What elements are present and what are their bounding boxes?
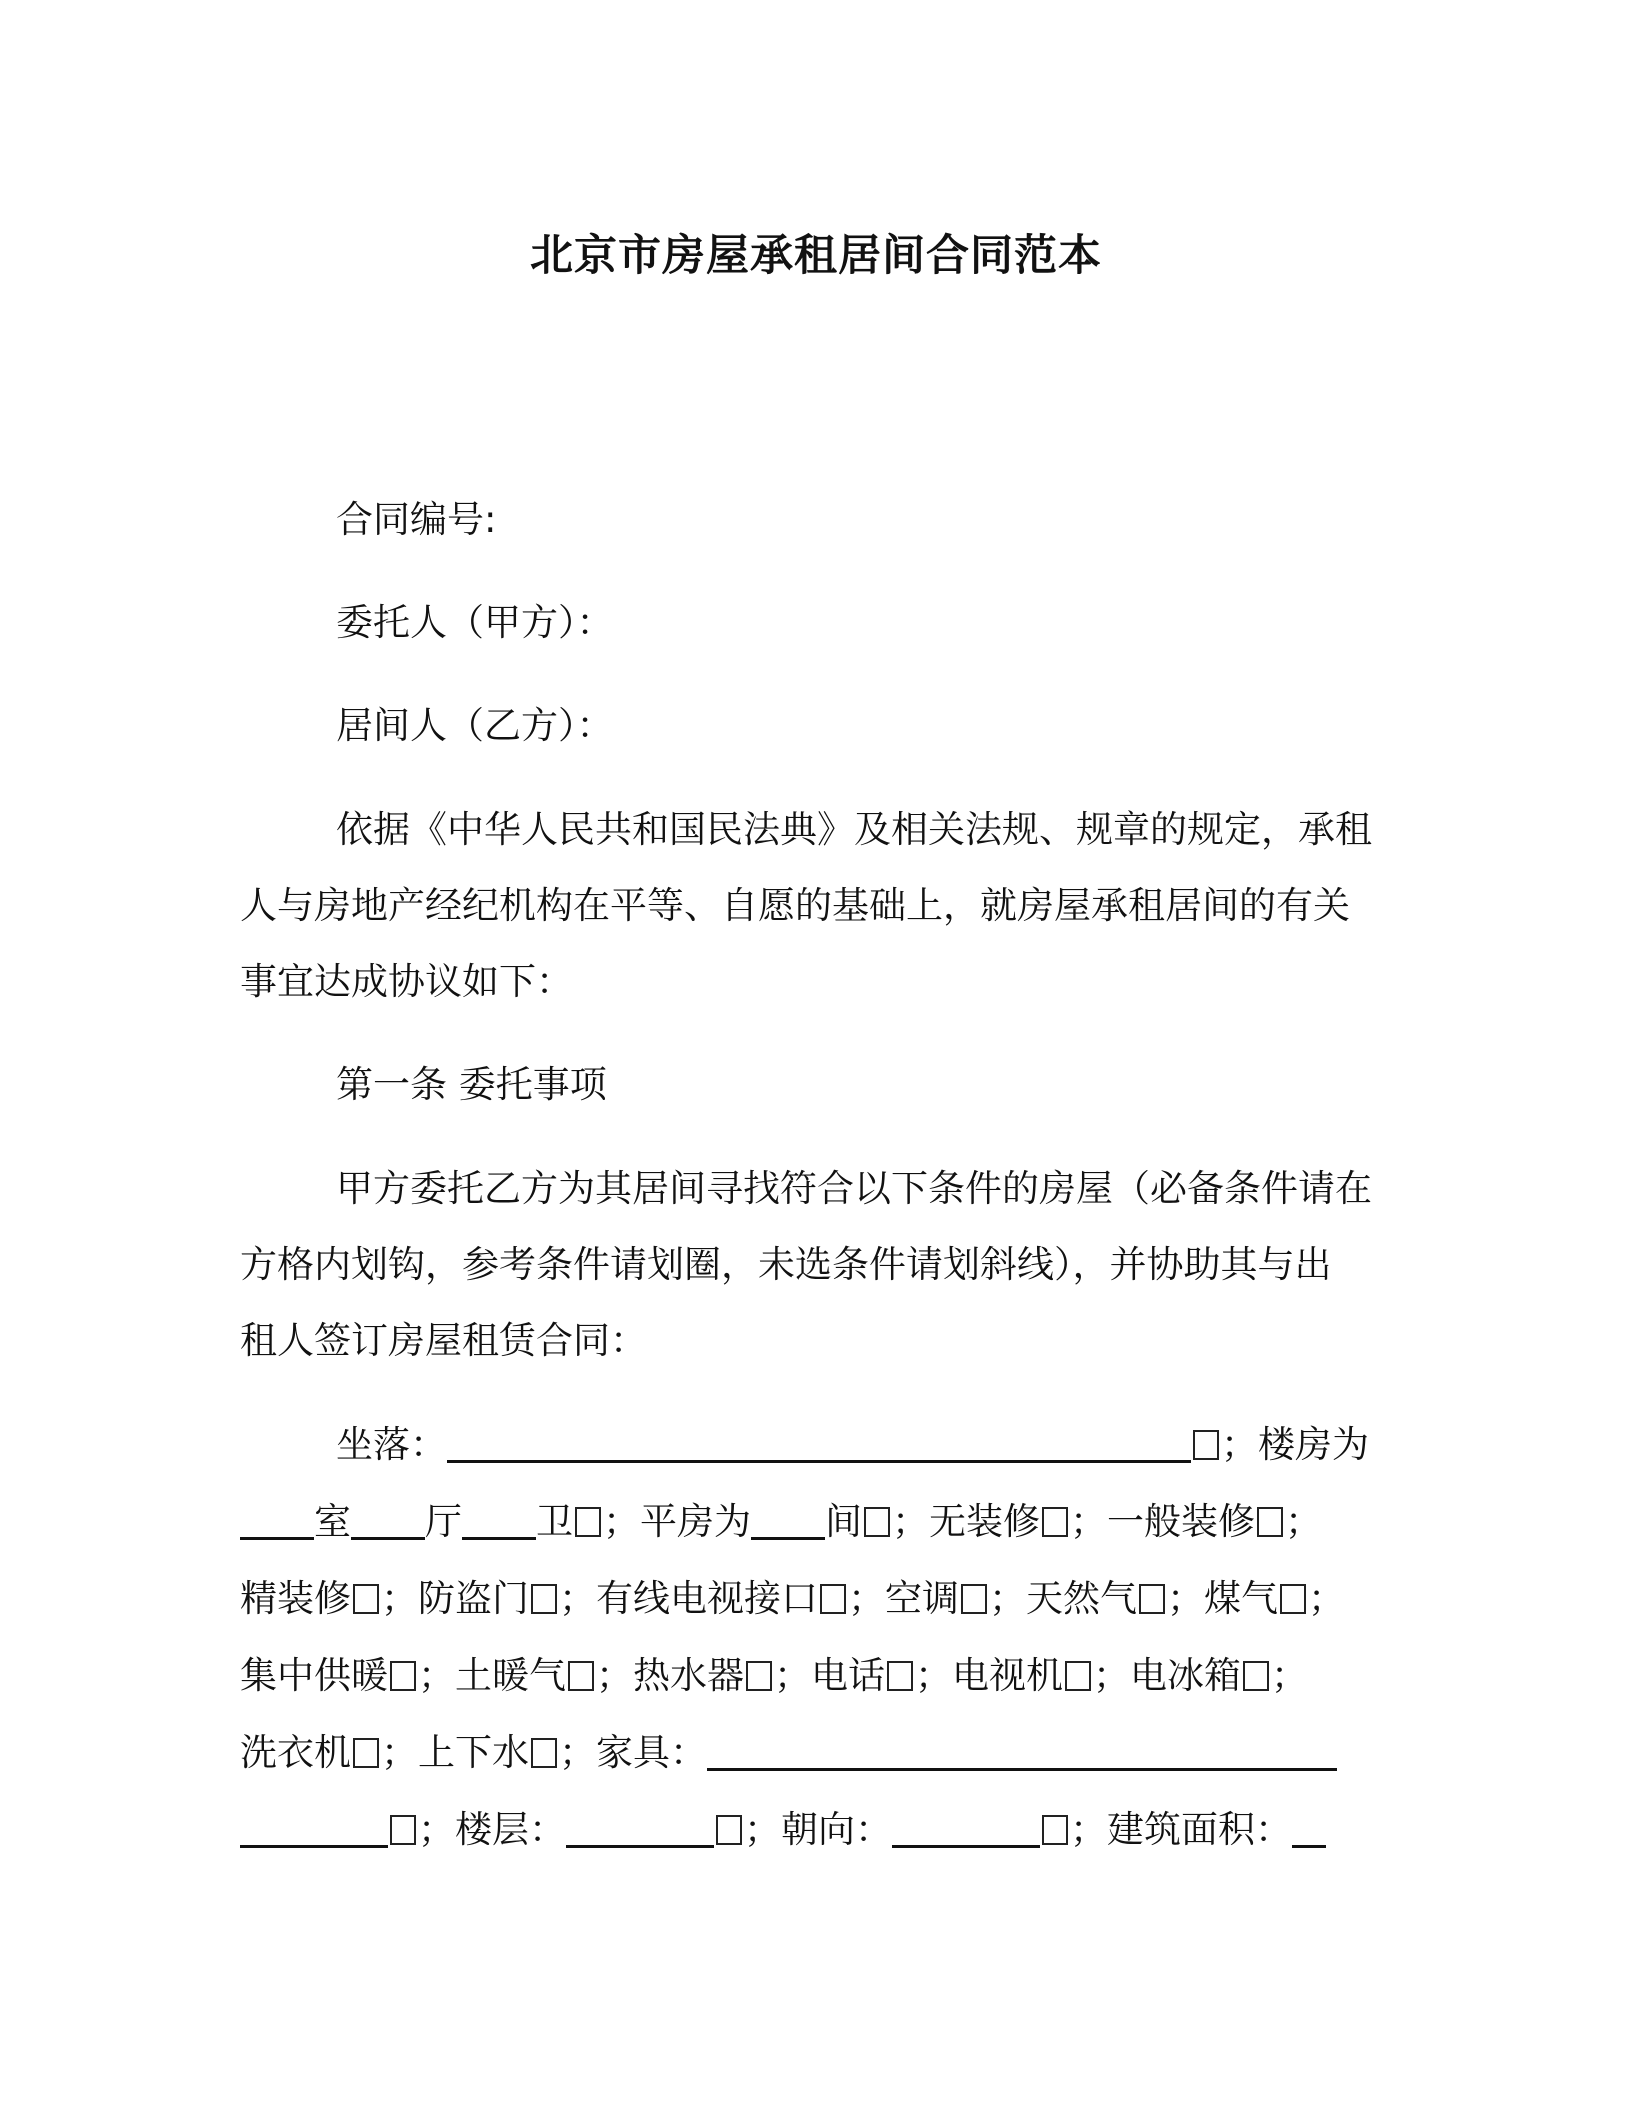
area-blank[interactable]: [1292, 1813, 1326, 1848]
washer-label: 洗衣机: [240, 1731, 351, 1774]
location-blank[interactable]: [447, 1428, 1191, 1463]
telephone-label: ；电话: [774, 1654, 885, 1697]
coal-gas-label: ；煤气: [1167, 1577, 1278, 1620]
preamble-line-3: 事宜达成协议如下：: [240, 960, 573, 1003]
article-1-line-2: 方格内划钩，参考条件请划圈，未选条件请划斜线），并协助其与出: [240, 1243, 1332, 1286]
aircon-label: ；空调: [848, 1577, 959, 1620]
party-b-label: 居间人（乙方）：: [336, 704, 614, 747]
local-heating-label: ；土暖气: [418, 1654, 566, 1697]
central-heating-checkbox[interactable]: [390, 1661, 416, 1691]
normal-decoration-checkbox[interactable]: [1257, 1507, 1283, 1537]
floor-blank[interactable]: [566, 1813, 714, 1848]
separator: ；: [1285, 1500, 1322, 1543]
party-a-label: 委托人（甲方）：: [336, 601, 614, 644]
furniture-blank[interactable]: [707, 1736, 1337, 1771]
preamble-line-1: 依据《中华人民共和国民法典》及相关法规、规章的规定，承租: [336, 808, 1372, 851]
document-title: 北京市房屋承租居间合同范本: [530, 231, 1102, 281]
floor-label: ；楼层：: [418, 1808, 566, 1851]
natural-gas-checkbox[interactable]: [1139, 1584, 1165, 1614]
form-line-4: [240, 1654, 1308, 1698]
security-door-checkbox[interactable]: [531, 1584, 557, 1614]
jian-label: 间: [825, 1500, 862, 1543]
coal-gas-checkbox[interactable]: [1280, 1584, 1306, 1614]
room-count-blank[interactable]: [240, 1505, 314, 1540]
form-line-6: [240, 1808, 1326, 1852]
plumbing-checkbox[interactable]: [531, 1738, 557, 1768]
furniture-blank-continued[interactable]: [240, 1813, 388, 1848]
local-heating-checkbox[interactable]: [568, 1661, 594, 1691]
orientation-checkbox[interactable]: [1042, 1815, 1068, 1845]
area-label: ；建筑面积：: [1070, 1808, 1292, 1851]
no-decoration-checkbox[interactable]: [1042, 1507, 1068, 1537]
aircon-checkbox[interactable]: [961, 1584, 987, 1614]
building-label: ；楼房为: [1221, 1423, 1369, 1466]
form-line-5: [240, 1731, 1337, 1775]
bungalow-count-blank[interactable]: [751, 1505, 825, 1540]
normal-decoration-label: ；一般装修: [1070, 1500, 1255, 1543]
hall-count-blank[interactable]: [351, 1505, 425, 1540]
separator: ；: [1271, 1654, 1308, 1697]
washer-checkbox[interactable]: [353, 1738, 379, 1768]
contract-number-label: 合同编号:: [336, 498, 497, 541]
plumbing-label: ；上下水: [381, 1731, 529, 1774]
bungalow-checkbox[interactable]: [864, 1507, 890, 1537]
tv-checkbox[interactable]: [1065, 1661, 1091, 1691]
fine-decoration-label: 精装修: [240, 1577, 351, 1620]
water-heater-label: ；热水器: [596, 1654, 744, 1697]
cable-tv-checkbox[interactable]: [820, 1584, 846, 1614]
separator: ；: [1308, 1577, 1345, 1620]
article-1-line-1: 甲方委托乙方为其居间寻找符合以下条件的房屋（必备条件请在: [336, 1167, 1372, 1210]
tv-label: ；电视机: [915, 1654, 1063, 1697]
central-heating-label: 集中供暖: [240, 1654, 388, 1697]
form-line-2: [240, 1500, 1322, 1544]
article-1-heading: 第一条 委托事项: [336, 1063, 607, 1106]
natural-gas-label: ；天然气: [989, 1577, 1137, 1620]
room-label: 室: [314, 1500, 351, 1543]
bath-label: 卫: [536, 1500, 573, 1543]
security-door-label: ；防盗门: [381, 1577, 529, 1620]
bath-count-blank[interactable]: [462, 1505, 536, 1540]
furniture-label: ；家具：: [559, 1731, 707, 1774]
preamble-line-2: 人与房地产经纪机构在平等、自愿的基础上，就房屋承租居间的有关: [240, 884, 1350, 927]
bungalow-label: ；平房为: [603, 1500, 751, 1543]
orientation-blank[interactable]: [892, 1813, 1040, 1848]
floor-checkbox[interactable]: [716, 1815, 742, 1845]
form-line-3: [240, 1577, 1345, 1621]
building-checkbox[interactable]: [575, 1507, 601, 1537]
form-line-1: [336, 1423, 1369, 1467]
cable-tv-label: ；有线电视接口: [559, 1577, 818, 1620]
fridge-checkbox[interactable]: [1243, 1661, 1269, 1691]
orientation-label: ；朝向：: [744, 1808, 892, 1851]
article-1-line-3: 租人签订房屋租赁合同：: [240, 1319, 647, 1362]
hall-label: 厅: [425, 1500, 462, 1543]
location-checkbox[interactable]: [1193, 1430, 1219, 1460]
water-heater-checkbox[interactable]: [746, 1661, 772, 1691]
furniture-checkbox[interactable]: [390, 1815, 416, 1845]
telephone-checkbox[interactable]: [887, 1661, 913, 1691]
fine-decoration-checkbox[interactable]: [353, 1584, 379, 1614]
no-decoration-label: ；无装修: [892, 1500, 1040, 1543]
fridge-label: ；电冰箱: [1093, 1654, 1241, 1697]
location-label: 坐落：: [336, 1423, 447, 1466]
